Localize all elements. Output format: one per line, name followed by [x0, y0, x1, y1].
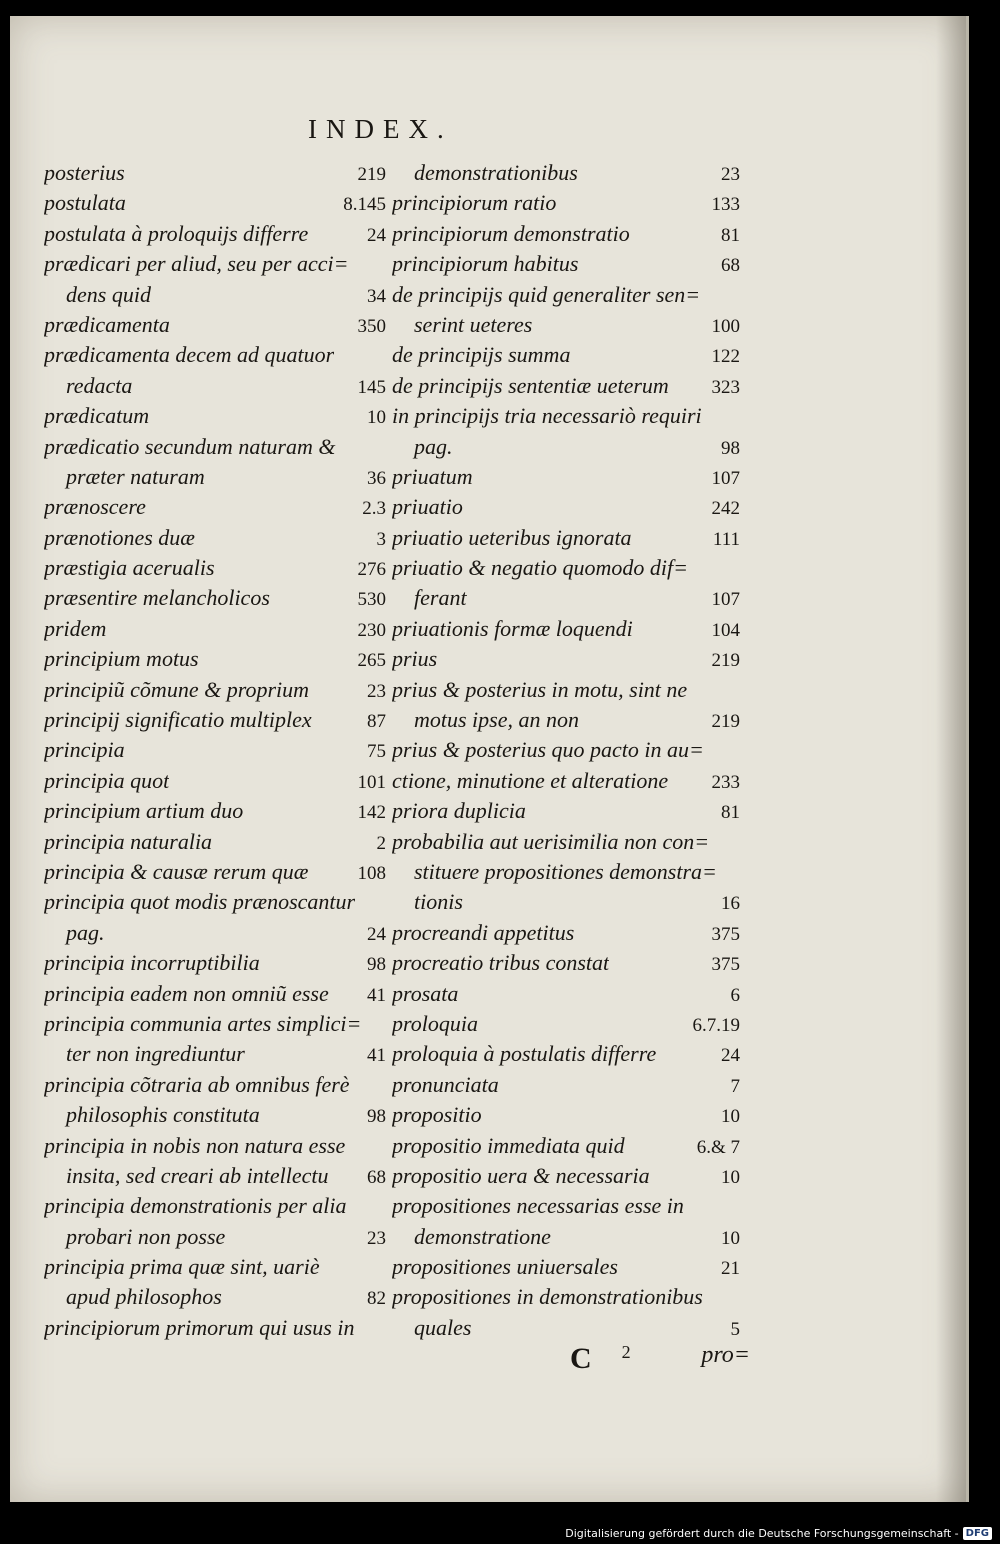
index-entry: [44, 492, 386, 522]
index-page-number: 68: [367, 1166, 386, 1188]
index-page-number: 100: [711, 315, 740, 337]
index-term: principium motus: [44, 646, 199, 672]
index-page-number: 101: [357, 771, 386, 793]
index-entry: [392, 553, 740, 583]
index-term: propositio immediata quid: [392, 1132, 625, 1158]
index-term: priuatio & negatio quomodo dif=: [392, 555, 688, 581]
index-page-number: 10: [721, 1106, 740, 1128]
index-term: quales: [414, 1314, 472, 1340]
index-term: pag.: [414, 433, 453, 459]
index-term: priuatum: [392, 463, 473, 489]
index-entry: [44, 583, 386, 613]
index-entry: [392, 1313, 740, 1343]
index-entry: [44, 462, 386, 492]
index-term: tionis: [414, 889, 463, 915]
index-page-number: 41: [367, 984, 386, 1006]
index-page-number: 230: [357, 619, 386, 641]
index-entry: [392, 310, 740, 340]
index-page-number: 219: [711, 650, 740, 672]
index-term: philosophis constituta: [66, 1102, 260, 1128]
index-term: præstigia acerualis: [44, 555, 215, 581]
index-term: principia in nobis non natura esse: [44, 1132, 346, 1158]
index-term: principiorum ratio: [392, 190, 557, 216]
index-page-number: 24: [367, 224, 386, 246]
index-page-number: 142: [357, 802, 386, 824]
index-term: priuationis formæ loquendi: [392, 615, 633, 641]
index-term: principia quot modis prænoscantur: [44, 889, 356, 915]
signature-number: 2: [621, 1342, 631, 1362]
index-entry: [392, 705, 740, 735]
index-entry: [392, 918, 740, 948]
index-term: demonstratione: [414, 1223, 551, 1249]
index-page-number: 133: [711, 194, 740, 216]
index-page-number: 3: [376, 528, 386, 550]
index-entry: [44, 644, 386, 674]
index-column-right: [392, 158, 740, 1343]
index-page-number: 219: [357, 164, 386, 185]
index-page-number: 6: [730, 984, 740, 1006]
index-entry: [392, 219, 740, 249]
index-entry: [392, 796, 740, 826]
index-term: redacta: [66, 372, 133, 398]
index-entry: [44, 1131, 386, 1161]
index-entry: [392, 249, 740, 279]
index-term: principiorum primorum qui usus in: [44, 1314, 355, 1340]
index-entry: [392, 583, 740, 613]
index-term: principia quot: [44, 767, 170, 793]
index-page-number: 82: [367, 1288, 386, 1310]
index-entry: [44, 918, 386, 948]
book-page: [10, 16, 969, 1502]
index-term: principiorum demonstratio: [392, 220, 630, 246]
index-term: principia cõtraria ab omnibus ferè: [44, 1071, 350, 1097]
index-entry: [44, 948, 386, 978]
index-entry: [392, 1039, 740, 1069]
index-term: principia eadem non omniũ esse: [44, 980, 329, 1006]
index-term: in principijs tria necessariò requiri: [392, 403, 702, 429]
index-entry: [44, 1100, 386, 1130]
index-page-number: 16: [721, 893, 740, 915]
index-term: principia communia artes simplici=: [44, 1010, 362, 1036]
index-term: stituere propositiones demonstra=: [414, 858, 717, 884]
index-page-number: 41: [367, 1045, 386, 1067]
index-page-number: 23: [721, 164, 740, 185]
index-term: prius & posterius in motu, sint ne: [392, 676, 688, 702]
index-entry: [44, 219, 386, 249]
index-entry: [392, 371, 740, 401]
index-entry: [44, 432, 386, 462]
index-entry: [392, 1282, 740, 1312]
index-page-number: 2: [376, 832, 386, 854]
index-entry: [392, 1131, 740, 1161]
catchword: pro=: [701, 1342, 750, 1368]
index-entry: [392, 1191, 740, 1221]
index-page-number: 75: [367, 741, 386, 763]
index-page-number: 276: [357, 559, 386, 581]
index-entry: [392, 735, 740, 765]
index-entry: [392, 280, 740, 310]
index-column-left: [44, 158, 386, 1343]
index-page-number: 242: [711, 498, 740, 520]
index-page-number: 10: [367, 407, 386, 429]
index-page-number: 108: [357, 862, 386, 884]
index-term: propositio: [392, 1102, 482, 1128]
index-entry: [44, 1161, 386, 1191]
index-page-number: 81: [721, 802, 740, 824]
index-term: principia demonstrationis per alia: [44, 1193, 347, 1219]
index-term: pronunciata: [392, 1071, 499, 1097]
index-page-number: 8.145: [343, 194, 386, 216]
index-entry: [44, 979, 386, 1009]
index-entry: [44, 158, 386, 188]
index-entry: [44, 675, 386, 705]
index-page-number: 21: [721, 1258, 740, 1280]
index-term: ctione, minutione et alteratione: [392, 767, 669, 793]
index-entry: [392, 1100, 740, 1130]
index-entry: [44, 1191, 386, 1221]
index-entry: [44, 523, 386, 553]
index-term: procreandi appetitus: [392, 919, 575, 945]
index-term: propositiones necessarias esse in: [392, 1193, 684, 1219]
index-page-number: 24: [721, 1045, 740, 1067]
index-page-number: 87: [367, 711, 386, 733]
index-term: principiorum habitus: [392, 251, 579, 277]
index-entry: [44, 280, 386, 310]
index-page-number: 10: [721, 1166, 740, 1188]
index-page-number: 265: [357, 650, 386, 672]
index-term: propositio uera & necessaria: [392, 1162, 650, 1188]
index-term: prædicatum: [44, 403, 150, 429]
index-page-number: 98: [721, 437, 740, 459]
index-term: insita, sed creari ab intellectu: [66, 1162, 329, 1188]
index-entry: [392, 644, 740, 674]
index-term: probabilia aut uerisimilia non con=: [392, 828, 710, 854]
index-term: probari non posse: [66, 1223, 226, 1249]
index-entry: [392, 492, 740, 522]
index-term: propositiones in demonstrationibus: [392, 1284, 703, 1310]
index-term: prænotiones duæ: [44, 524, 195, 550]
index-entry: [392, 158, 740, 188]
index-entry: [392, 827, 740, 857]
index-entry: [392, 948, 740, 978]
index-term: ter non ingrediuntur: [66, 1041, 245, 1067]
funding-note: Digitalisierung gefördert durch die Deutsche Forschungsgemeinschaft -: [565, 1527, 959, 1540]
index-page-number: 23: [367, 680, 386, 702]
index-entry: [44, 857, 386, 887]
index-term: ferant: [414, 585, 467, 611]
index-entry: [44, 1070, 386, 1100]
index-entry: [392, 887, 740, 917]
index-term: prius & posterius quo pacto in au=: [392, 737, 704, 763]
index-term: demonstrationibus: [414, 160, 578, 185]
index-term: priora duplicia: [392, 798, 526, 824]
dfg-logo: DFG: [963, 1527, 992, 1540]
index-term: proloquia à postulatis differre: [392, 1041, 657, 1067]
index-term: prædicamenta decem ad quatuor: [44, 342, 335, 368]
index-page-number: 233: [711, 771, 740, 793]
index-entry: [392, 1222, 740, 1252]
index-term: prædicari per aliud, seu per acci=: [44, 251, 349, 277]
index-page-number: 10: [721, 1227, 740, 1249]
index-term: principia & causæ rerum quæ: [44, 858, 309, 884]
index-entry: [392, 675, 740, 705]
index-entry: [44, 401, 386, 431]
index-entry: [392, 1161, 740, 1191]
index-term: principij significatio multiplex: [44, 707, 312, 733]
index-page-number: 34: [367, 285, 386, 307]
index-entry: [392, 401, 740, 431]
index-page-number: 2.3: [362, 498, 386, 520]
index-term: principiũ cõmune & proprium: [44, 676, 309, 702]
index-page-number: 323: [711, 376, 740, 398]
index-page-number: 107: [711, 589, 740, 611]
index-entry: [392, 432, 740, 462]
index-entry: [392, 523, 740, 553]
index-entry: [44, 796, 386, 826]
index-term: prædicamenta: [44, 311, 170, 337]
index-page-number: 68: [721, 255, 740, 277]
index-entry: [44, 705, 386, 735]
index-term: propositiones uniuersales: [392, 1254, 618, 1280]
index-term: prænoscere: [44, 494, 146, 520]
index-page-number: 36: [367, 467, 386, 489]
index-entry: [44, 887, 386, 917]
footer-credit: [565, 1527, 992, 1540]
index-term: de principijs sententiæ ueterum: [392, 372, 669, 398]
index-entry: [392, 462, 740, 492]
index-term: apud philosophos: [66, 1284, 222, 1310]
index-page-number: 98: [367, 1106, 386, 1128]
index-page-number: 98: [367, 954, 386, 976]
index-entry: [392, 188, 740, 218]
index-page-number: 530: [357, 589, 386, 611]
index-term: prius: [392, 646, 438, 672]
index-page-number: 375: [711, 923, 740, 945]
index-entry: [44, 371, 386, 401]
index-entry: [44, 1009, 386, 1039]
index-term: prosata: [392, 980, 459, 1006]
index-entry: [44, 1039, 386, 1069]
index-page-number: 6.7.19: [692, 1014, 740, 1036]
index-entry: [392, 766, 740, 796]
index-term: posterius: [44, 160, 125, 185]
index-page-number: 7: [730, 1075, 740, 1097]
index-entry: [392, 340, 740, 370]
index-page-number: 24: [367, 923, 386, 945]
index-page-number: 81: [721, 224, 740, 246]
index-entry: [44, 340, 386, 370]
index-term: priuatio ueteribus ignorata: [392, 524, 632, 550]
index-term: dens quid: [66, 281, 151, 307]
index-entry: [44, 553, 386, 583]
index-entry: [44, 1252, 386, 1282]
index-page-number: 5: [730, 1318, 740, 1340]
index-page-number: 350: [357, 315, 386, 337]
index-entry: [44, 1282, 386, 1312]
index-term: priuatio: [392, 494, 463, 520]
index-term: principia incorruptibilia: [44, 950, 260, 976]
index-page-number: 219: [711, 711, 740, 733]
index-term: prædicatio secundum naturam &: [44, 433, 336, 459]
index-entry: [44, 735, 386, 765]
index-term: principia: [44, 737, 125, 763]
index-entry: [44, 614, 386, 644]
index-page-number: 375: [711, 954, 740, 976]
index-term: serint ueteres: [414, 311, 533, 337]
index-entry: [392, 857, 740, 887]
index-page-number: 145: [357, 376, 386, 398]
index-page-number: 107: [711, 467, 740, 489]
index-term: præsentire melancholicos: [44, 585, 270, 611]
index-entry: [392, 979, 740, 1009]
index-page-number: 122: [711, 346, 740, 368]
index-entry: [392, 614, 740, 644]
index-page-number: 104: [711, 619, 740, 641]
index-term: motus ipse, an non: [414, 707, 579, 733]
index-term: procreatio tribus constat: [392, 950, 610, 976]
index-entry: [44, 1313, 386, 1343]
index-term: pridem: [44, 615, 107, 641]
catchline: [570, 1342, 750, 1376]
index-entry: [44, 249, 386, 279]
index-entry: [392, 1009, 740, 1039]
index-term: de principijs quid generaliter sen=: [392, 281, 701, 307]
index-entry: [44, 310, 386, 340]
index-term: de principijs summa: [392, 342, 571, 368]
index-term: principia prima quæ sint, uariè: [44, 1254, 320, 1280]
index-term: proloquia: [392, 1010, 478, 1036]
index-term: pag.: [66, 919, 105, 945]
index-entry: [44, 766, 386, 796]
signature-letter: C: [570, 1342, 592, 1375]
index-page-number: 111: [712, 528, 740, 550]
page-title: INDEX.: [308, 114, 453, 144]
index-entry: [44, 1222, 386, 1252]
index-term: postulata à proloquijs differre: [44, 220, 309, 246]
index-page-number: 6.& 7: [696, 1136, 740, 1158]
index-term: principia naturalia: [44, 828, 213, 854]
index-entry: [392, 1070, 740, 1100]
index-term: principium artium duo: [44, 798, 244, 824]
index-term: postulata: [44, 190, 126, 216]
index-term: præter naturam: [66, 463, 205, 489]
index-entry: [44, 827, 386, 857]
index-page-number: 23: [367, 1227, 386, 1249]
index-entry: [44, 188, 386, 218]
index-entry: [392, 1252, 740, 1282]
